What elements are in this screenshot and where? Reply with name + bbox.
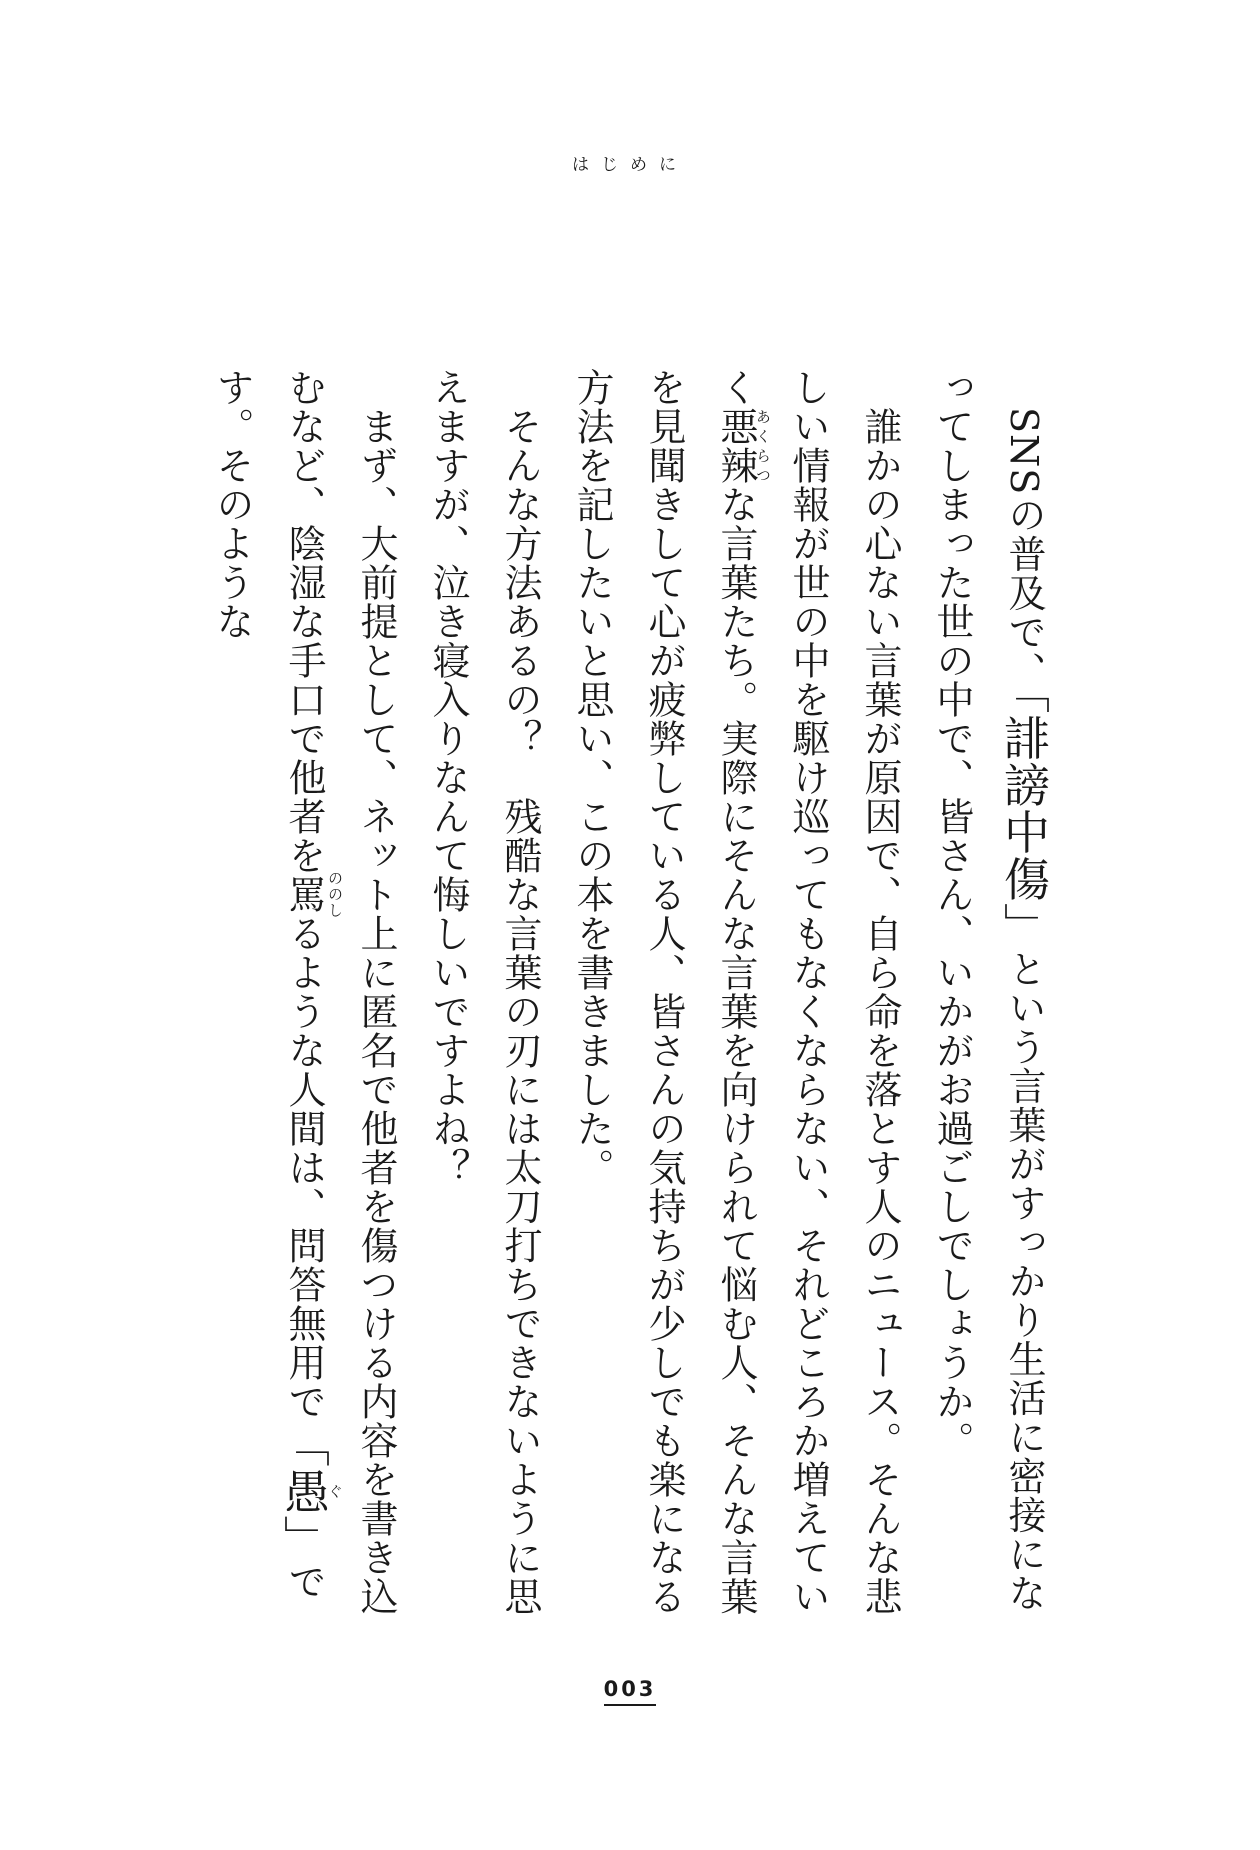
ruby-reading-akuratsu: あくらつ bbox=[754, 407, 772, 485]
ruby-akuratsu bbox=[714, 407, 772, 485]
emphasis-term-slander: 「誹謗中傷」 bbox=[997, 690, 1051, 950]
page-number-value: 003 bbox=[604, 1677, 657, 1706]
paragraph-1-text-a: SNSの普及で、 bbox=[1002, 407, 1046, 691]
paragraph-4-text-a: まず、大前提として、ネット上に匿名で他者を傷つける内容を書き込むなど、陰湿な手口で他者を bbox=[282, 368, 398, 1616]
body-text bbox=[160, 368, 1060, 1648]
paragraph-3 bbox=[412, 368, 556, 1648]
ruby-nonoshi bbox=[282, 870, 344, 919]
paragraph-2-text-b: な言葉たち。実際にそんな言葉を向けられて悩む人、そんな言葉を見聞きして心が疲弊している人、皆さんの気持ちが少しでも楽になる方法を記したいと思い、この本を書きました。 bbox=[570, 368, 758, 1616]
ruby-base-gu: 愚 bbox=[277, 1468, 331, 1515]
emphasis-open-bracket: 「 bbox=[277, 1421, 331, 1468]
paragraph-4-text-b: るような人間は、問答無用で bbox=[282, 914, 326, 1421]
ruby-reading-gu: ぐ bbox=[326, 1468, 344, 1515]
paragraph-4 bbox=[196, 368, 412, 1648]
emphasis-term-fool bbox=[277, 1421, 344, 1562]
ruby-base-akuratsu: 悪辣 bbox=[714, 407, 758, 485]
emphasis-close-bracket: 」 bbox=[277, 1515, 331, 1562]
paragraph-2 bbox=[556, 368, 916, 1648]
paragraph-1 bbox=[916, 368, 1060, 1648]
paragraph-3-text: そんな方法あるの？ 残酷な言葉の刃には太刀打ちできないように思えますが、泣き寝入りなんて悔しいですよね？ bbox=[426, 368, 542, 1616]
paragraph-2-text-a: 誰かの心ない言葉が原因で、自ら命を落とす人のニュース。そんな悲しい情報が世の中を駆け巡ってもなくならない、それどころか増えていく bbox=[714, 368, 902, 1616]
chapter-heading: はじめに bbox=[572, 155, 688, 175]
ruby-reading-nonoshi: ののし bbox=[326, 870, 344, 919]
page-number bbox=[0, 1677, 1260, 1706]
ruby-gu bbox=[277, 1468, 344, 1515]
ruby-base-nonoshi: 罵 bbox=[282, 870, 326, 919]
paragraph-4-text-c: です。そのような bbox=[210, 368, 326, 1601]
paragraph-1-text-b: という言葉がすっかり生活に密接になってしまった世の中で、皆さん、いかがお過ごしでしょうか。 bbox=[930, 368, 1046, 1613]
